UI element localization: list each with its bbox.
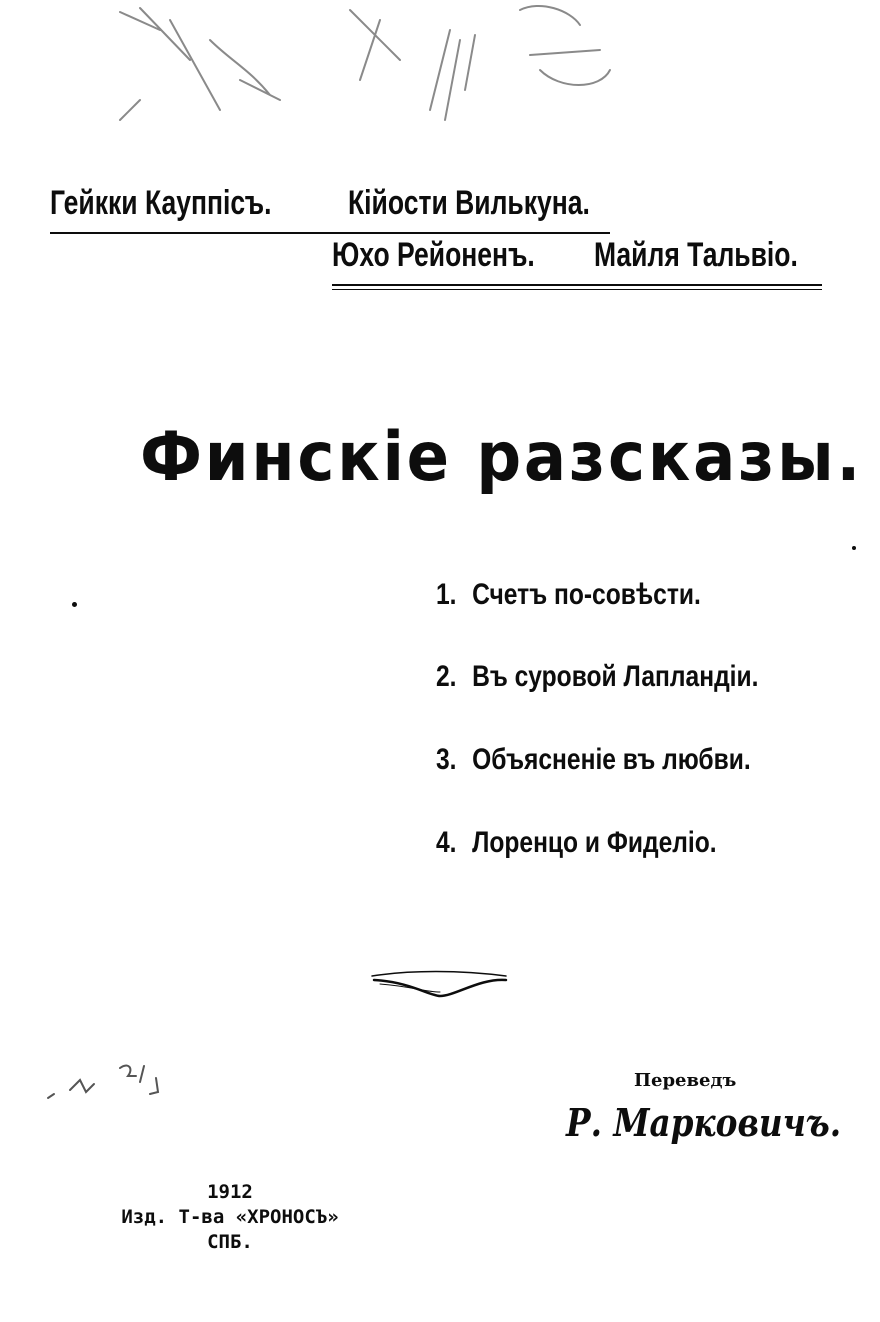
list-item <box>436 826 764 870</box>
publisher: Изд. Т-ва «ХРОНОСЪ» <box>121 1206 339 1228</box>
story-number: 3. <box>436 743 457 776</box>
story-title: Въ суровой Лапландіи. <box>472 660 759 693</box>
author-name: Майля Тальвіо. <box>594 236 798 274</box>
authors-line-1 <box>50 180 610 234</box>
pencil-marks <box>100 0 660 140</box>
story-title: Лоренцо и Фиделіо. <box>472 826 717 859</box>
book-title: Финскіе разсказы. <box>140 418 864 497</box>
translated-by-label: Переведъ <box>634 1070 737 1091</box>
author-name: Кійости Вилькуна. <box>348 184 590 222</box>
ink-speck <box>852 546 856 550</box>
story-title: Счетъ по-совѣсти. <box>472 578 701 611</box>
publication-year: 1912 <box>207 1181 253 1203</box>
author-name: Юхо Рейоненъ. <box>332 236 535 274</box>
ornament-divider <box>370 966 510 1000</box>
authors-line-2 <box>332 232 822 286</box>
story-title: Объясненіе въ любви. <box>472 743 751 776</box>
story-number: 2. <box>436 660 457 693</box>
list-item <box>436 660 764 704</box>
author-name: Гейкки Кауппісъ. <box>50 184 272 222</box>
story-number: 1. <box>436 578 457 611</box>
list-item <box>436 743 764 787</box>
translator-name: Р. Марковичъ. <box>566 1100 842 1145</box>
story-number: 4. <box>436 826 457 859</box>
list-item <box>436 578 764 622</box>
publication-city: СПБ. <box>207 1231 253 1253</box>
ink-speck <box>72 602 77 607</box>
handwritten-mark <box>40 1058 180 1118</box>
imprint <box>100 1180 360 1255</box>
